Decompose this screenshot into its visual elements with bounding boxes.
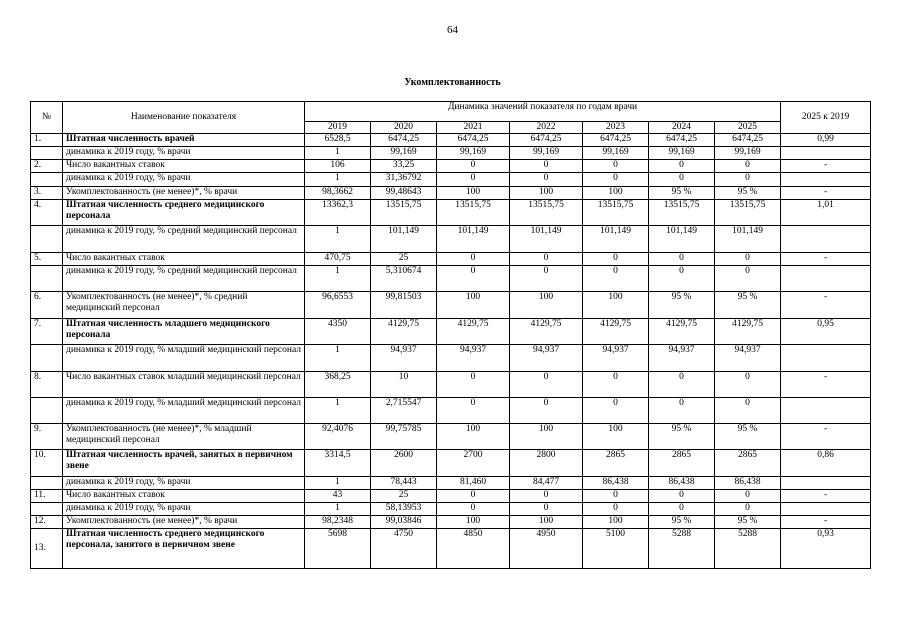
value-cell: 5288 xyxy=(649,529,715,569)
value-cell: 81,460 xyxy=(437,477,510,490)
ratio-cell xyxy=(781,266,871,292)
value-cell: 6474,25 xyxy=(371,134,437,147)
value-cell: 95 % xyxy=(649,424,715,450)
value-cell: 95 % xyxy=(649,187,715,200)
header-indicator-name: Наименование показателя xyxy=(63,102,305,134)
value-cell: 0 xyxy=(715,160,781,173)
row-number xyxy=(31,147,63,160)
value-cell: 0 xyxy=(715,490,781,503)
ratio-cell: - xyxy=(781,292,871,319)
value-cell: 0 xyxy=(437,160,510,173)
value-cell: 0 xyxy=(510,398,583,424)
row-number: 1. xyxy=(31,134,63,147)
value-cell: 101,149 xyxy=(715,226,781,253)
document-title: Укомплектованность xyxy=(404,77,501,88)
value-cell: 100 xyxy=(437,516,510,529)
value-cell: 0 xyxy=(437,398,510,424)
ratio-cell: - xyxy=(781,253,871,266)
table-row xyxy=(31,503,871,516)
ratio-cell: 0,99 xyxy=(781,134,871,147)
value-cell: 13515,75 xyxy=(437,200,510,226)
header-year: 2021 xyxy=(437,122,510,134)
value-cell: 2800 xyxy=(510,450,583,477)
table-row xyxy=(31,160,871,173)
value-cell: 3314,5 xyxy=(305,450,371,477)
table-row xyxy=(31,450,871,477)
value-cell: 92,4076 xyxy=(305,424,371,450)
value-cell: 0 xyxy=(437,372,510,398)
value-cell: 0 xyxy=(583,160,649,173)
header-ratio: 2025 к 2019 xyxy=(781,102,871,134)
value-cell: 0 xyxy=(583,173,649,187)
table-row xyxy=(31,147,871,160)
value-cell: 106 xyxy=(305,160,371,173)
ratio-cell xyxy=(781,503,871,516)
value-cell: 10 xyxy=(371,372,437,398)
value-cell: 95 % xyxy=(715,424,781,450)
value-cell: 0 xyxy=(649,266,715,292)
indicator-name: Число вакантных ставок xyxy=(63,160,305,173)
value-cell: 94,937 xyxy=(715,345,781,372)
ratio-cell xyxy=(781,226,871,253)
table-header xyxy=(31,102,871,134)
value-cell: 4950 xyxy=(510,529,583,569)
indicator-name: Укомплектованность (не менее)*, % врачи xyxy=(63,516,305,529)
table-row xyxy=(31,477,871,490)
value-cell: 100 xyxy=(583,516,649,529)
value-cell: 100 xyxy=(437,187,510,200)
value-cell: 0 xyxy=(583,266,649,292)
value-cell: 4850 xyxy=(437,529,510,569)
row-number xyxy=(31,345,63,372)
indicator-name: Число вакантных ставок xyxy=(63,253,305,266)
table-row xyxy=(31,266,871,292)
value-cell: 94,937 xyxy=(437,345,510,372)
row-number xyxy=(31,266,63,292)
value-cell: 13515,75 xyxy=(510,200,583,226)
row-number: 13. xyxy=(31,529,63,569)
indicator-name: динамика к 2019 году, % младший медицинский персонал xyxy=(63,345,305,372)
value-cell: 5,310674 xyxy=(371,266,437,292)
value-cell: 43 xyxy=(305,490,371,503)
value-cell: 0 xyxy=(437,490,510,503)
value-cell: 0 xyxy=(510,503,583,516)
value-cell: 100 xyxy=(510,516,583,529)
header-year: 2020 xyxy=(371,122,437,134)
value-cell: 98,2348 xyxy=(305,516,371,529)
value-cell: 94,937 xyxy=(371,345,437,372)
value-cell: 101,149 xyxy=(371,226,437,253)
value-cell: 5288 xyxy=(715,529,781,569)
value-cell: 0 xyxy=(715,398,781,424)
table-body xyxy=(31,134,871,569)
value-cell: 99,169 xyxy=(437,147,510,160)
value-cell: 100 xyxy=(510,424,583,450)
value-cell: 95 % xyxy=(715,187,781,200)
indicator-name: Число вакантных ставок младший медицинский персонал xyxy=(63,372,305,398)
ratio-cell: - xyxy=(781,160,871,173)
value-cell: 99,03846 xyxy=(371,516,437,529)
value-cell: 6474,25 xyxy=(649,134,715,147)
value-cell: 0 xyxy=(510,266,583,292)
value-cell: 99,169 xyxy=(715,147,781,160)
ratio-cell: - xyxy=(781,424,871,450)
row-number xyxy=(31,503,63,516)
staffing-table xyxy=(30,101,871,569)
value-cell: 0 xyxy=(715,503,781,516)
table-row xyxy=(31,398,871,424)
row-number xyxy=(31,477,63,490)
value-cell: 86,438 xyxy=(715,477,781,490)
ratio-cell xyxy=(781,398,871,424)
row-number: 8. xyxy=(31,372,63,398)
value-cell: 0 xyxy=(649,372,715,398)
value-cell: 100 xyxy=(437,292,510,319)
value-cell: 368,25 xyxy=(305,372,371,398)
indicator-name: Укомплектованность (не менее)*, % младший медицинский персонал xyxy=(63,424,305,450)
value-cell: 1 xyxy=(305,266,371,292)
value-cell: 0 xyxy=(437,173,510,187)
ratio-cell xyxy=(781,147,871,160)
value-cell: 1 xyxy=(305,147,371,160)
value-cell: 99,75785 xyxy=(371,424,437,450)
table-row xyxy=(31,424,871,450)
value-cell: 101,149 xyxy=(510,226,583,253)
value-cell: 94,937 xyxy=(510,345,583,372)
table-row xyxy=(31,516,871,529)
value-cell: 0 xyxy=(510,173,583,187)
row-number xyxy=(31,173,63,187)
value-cell: 95 % xyxy=(649,292,715,319)
value-cell: 6474,25 xyxy=(583,134,649,147)
value-cell: 4129,75 xyxy=(510,319,583,345)
value-cell: 0 xyxy=(437,503,510,516)
value-cell: 100 xyxy=(583,292,649,319)
ratio-cell: 0,86 xyxy=(781,450,871,477)
value-cell: 101,149 xyxy=(437,226,510,253)
table-row xyxy=(31,319,871,345)
value-cell: 13515,75 xyxy=(715,200,781,226)
value-cell: 0 xyxy=(510,160,583,173)
value-cell: 98,3662 xyxy=(305,187,371,200)
indicator-name: Штатная численность среднего медицинского персонала xyxy=(63,200,305,226)
value-cell: 2700 xyxy=(437,450,510,477)
value-cell: 0 xyxy=(649,503,715,516)
row-number: 7. xyxy=(31,319,63,345)
indicator-name: динамика к 2019 году, % врачи xyxy=(63,503,305,516)
indicator-name: динамика к 2019 году, % врачи xyxy=(63,173,305,187)
ratio-cell xyxy=(781,477,871,490)
value-cell: 2865 xyxy=(715,450,781,477)
indicator-name: динамика к 2019 году, % средний медицинский персонал xyxy=(63,226,305,253)
value-cell: 95 % xyxy=(715,292,781,319)
table-row xyxy=(31,173,871,187)
row-number: 2. xyxy=(31,160,63,173)
value-cell: 4129,75 xyxy=(649,319,715,345)
value-cell: 0 xyxy=(583,490,649,503)
value-cell: 0 xyxy=(510,253,583,266)
ratio-cell: - xyxy=(781,372,871,398)
row-number xyxy=(31,398,63,424)
value-cell: 4129,75 xyxy=(583,319,649,345)
value-cell: 0 xyxy=(583,398,649,424)
indicator-name: Число вакантных ставок xyxy=(63,490,305,503)
value-cell: 0 xyxy=(715,372,781,398)
value-cell: 4129,75 xyxy=(437,319,510,345)
table-row xyxy=(31,292,871,319)
table-row xyxy=(31,226,871,253)
value-cell: 1 xyxy=(305,173,371,187)
row-number: 5. xyxy=(31,253,63,266)
header-year: 2019 xyxy=(305,122,371,134)
table-row xyxy=(31,529,871,569)
table-row xyxy=(31,187,871,200)
table-row xyxy=(31,345,871,372)
value-cell: 4350 xyxy=(305,319,371,345)
ratio-cell: - xyxy=(781,187,871,200)
value-cell: 31,36792 xyxy=(371,173,437,187)
value-cell: 33,25 xyxy=(371,160,437,173)
ratio-cell: 1,01 xyxy=(781,200,871,226)
value-cell: 6474,25 xyxy=(510,134,583,147)
value-cell: 100 xyxy=(510,187,583,200)
value-cell: 5100 xyxy=(583,529,649,569)
ratio-cell: - xyxy=(781,490,871,503)
value-cell: 6474,25 xyxy=(437,134,510,147)
header-year: 2024 xyxy=(649,122,715,134)
value-cell: 95 % xyxy=(649,516,715,529)
page-number: 64 xyxy=(447,24,458,36)
header-dynamics: Динамика значений показателя по годам врачи xyxy=(305,102,781,122)
value-cell: 0 xyxy=(649,253,715,266)
value-cell: 1 xyxy=(305,345,371,372)
header-year: 2025 xyxy=(715,122,781,134)
value-cell: 0 xyxy=(583,253,649,266)
value-cell: 86,438 xyxy=(583,477,649,490)
table-row xyxy=(31,200,871,226)
indicator-name: Штатная численность младшего медицинского персонала xyxy=(63,319,305,345)
indicator-name: Укомплектованность (не менее)*, % врачи xyxy=(63,187,305,200)
indicator-name: динамика к 2019 году, % врачи xyxy=(63,147,305,160)
value-cell: 99,169 xyxy=(371,147,437,160)
value-cell: 86,438 xyxy=(649,477,715,490)
value-cell: 100 xyxy=(583,187,649,200)
value-cell: 96,6553 xyxy=(305,292,371,319)
value-cell: 2600 xyxy=(371,450,437,477)
value-cell: 13515,75 xyxy=(371,200,437,226)
row-number: 9. xyxy=(31,424,63,450)
value-cell: 25 xyxy=(371,490,437,503)
indicator-name: динамика к 2019 году, % младший медицинский персонал xyxy=(63,398,305,424)
indicator-name: динамика к 2019 году, % средний медицинский персонал xyxy=(63,266,305,292)
value-cell: 84,477 xyxy=(510,477,583,490)
value-cell: 0 xyxy=(583,372,649,398)
value-cell: 100 xyxy=(510,292,583,319)
header-year: 2023 xyxy=(583,122,649,134)
value-cell: 99,81503 xyxy=(371,292,437,319)
indicator-name: Штатная численность врачей, занятых в первичном звене xyxy=(63,450,305,477)
value-cell: 58,13953 xyxy=(371,503,437,516)
value-cell: 470,75 xyxy=(305,253,371,266)
ratio-cell: 0,95 xyxy=(781,319,871,345)
value-cell: 101,149 xyxy=(583,226,649,253)
value-cell: 13515,75 xyxy=(583,200,649,226)
value-cell: 0 xyxy=(715,173,781,187)
value-cell: 2865 xyxy=(649,450,715,477)
row-number: 6. xyxy=(31,292,63,319)
value-cell: 94,937 xyxy=(649,345,715,372)
value-cell: 5698 xyxy=(305,529,371,569)
value-cell: 4129,75 xyxy=(715,319,781,345)
value-cell: 0 xyxy=(583,503,649,516)
value-cell: 1 xyxy=(305,503,371,516)
value-cell: 100 xyxy=(437,424,510,450)
ratio-cell xyxy=(781,173,871,187)
ratio-cell: - xyxy=(781,516,871,529)
indicator-name: Штатная численность врачей xyxy=(63,134,305,147)
value-cell: 0 xyxy=(437,266,510,292)
table-row xyxy=(31,490,871,503)
row-number: 10. xyxy=(31,450,63,477)
value-cell: 99,169 xyxy=(583,147,649,160)
value-cell: 95 % xyxy=(715,516,781,529)
value-cell: 0 xyxy=(649,173,715,187)
table-row xyxy=(31,253,871,266)
value-cell: 0 xyxy=(649,398,715,424)
value-cell: 25 xyxy=(371,253,437,266)
value-cell: 13362,3 xyxy=(305,200,371,226)
value-cell: 94,937 xyxy=(583,345,649,372)
value-cell: 4750 xyxy=(371,529,437,569)
value-cell: 1 xyxy=(305,226,371,253)
value-cell: 99,48643 xyxy=(371,187,437,200)
header-year: 2022 xyxy=(510,122,583,134)
value-cell: 1 xyxy=(305,477,371,490)
value-cell: 0 xyxy=(510,490,583,503)
value-cell: 4129,75 xyxy=(371,319,437,345)
table-row xyxy=(31,134,871,147)
value-cell: 101,149 xyxy=(649,226,715,253)
ratio-cell xyxy=(781,345,871,372)
row-number: 4. xyxy=(31,200,63,226)
indicator-name: Укомплектованность (не менее)*, % средний медицинский персонал xyxy=(63,292,305,319)
table-row xyxy=(31,372,871,398)
indicator-name: динамика к 2019 году, % врачи xyxy=(63,477,305,490)
row-number: 3. xyxy=(31,187,63,200)
value-cell: 99,169 xyxy=(649,147,715,160)
header-number: № xyxy=(31,102,63,134)
value-cell: 13515,75 xyxy=(649,200,715,226)
value-cell: 99,169 xyxy=(510,147,583,160)
value-cell: 100 xyxy=(583,424,649,450)
value-cell: 0 xyxy=(715,266,781,292)
value-cell: 0 xyxy=(715,253,781,266)
value-cell: 6474,25 xyxy=(715,134,781,147)
value-cell: 0 xyxy=(437,253,510,266)
ratio-cell: 0,93 xyxy=(781,529,871,569)
indicator-name: Штатная численность среднего медицинского персонала, занятого в первичном звене xyxy=(63,529,305,569)
value-cell: 2,715547 xyxy=(371,398,437,424)
row-number: 11. xyxy=(31,490,63,503)
value-cell: 78,443 xyxy=(371,477,437,490)
row-number: 12. xyxy=(31,516,63,529)
value-cell: 0 xyxy=(649,490,715,503)
value-cell: 6528,5 xyxy=(305,134,371,147)
value-cell: 0 xyxy=(510,372,583,398)
value-cell: 0 xyxy=(649,160,715,173)
value-cell: 1 xyxy=(305,398,371,424)
row-number xyxy=(31,226,63,253)
value-cell: 2865 xyxy=(583,450,649,477)
